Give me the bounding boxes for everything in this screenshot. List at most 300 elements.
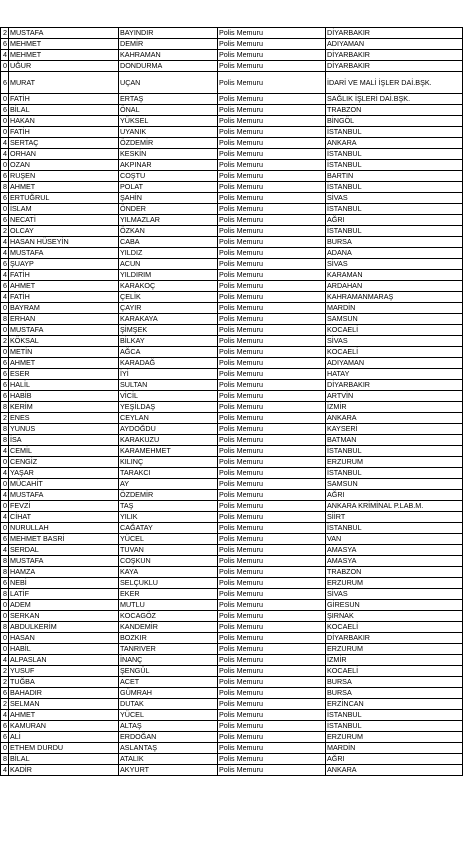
name-cell: KÖKSAL xyxy=(9,336,119,347)
surname-cell: TANRIVER xyxy=(119,644,218,655)
surname-cell: YÜKSEL xyxy=(119,116,218,127)
row-number-cell: 8 xyxy=(1,314,9,325)
surname-cell: UÇAN xyxy=(119,72,218,94)
unit-cell: BARTIN xyxy=(326,171,463,182)
unit-cell: BİNGÖL xyxy=(326,116,463,127)
title-cell: Polis Memuru xyxy=(218,105,326,116)
table-row xyxy=(1,633,463,644)
title-cell: Polis Memuru xyxy=(218,358,326,369)
table-row xyxy=(1,446,463,457)
row-number-cell: 6 xyxy=(1,193,9,204)
name-cell: FATİH xyxy=(9,94,119,105)
surname-cell: ÇELİK xyxy=(119,292,218,303)
surname-cell: ŞENGÜL xyxy=(119,666,218,677)
table-row xyxy=(1,688,463,699)
unit-cell: ADANA xyxy=(326,248,463,259)
surname-cell: BAYINDIR xyxy=(119,28,218,39)
name-cell: AHMET xyxy=(9,358,119,369)
surname-cell: AKYURT xyxy=(119,765,218,776)
name-cell: LATİF xyxy=(9,589,119,600)
unit-cell: AMASYA xyxy=(326,556,463,567)
table-row xyxy=(1,611,463,622)
row-number-cell: 4 xyxy=(1,138,9,149)
title-cell: Polis Memuru xyxy=(218,292,326,303)
unit-cell: ERZURUM xyxy=(326,644,463,655)
unit-cell: AMASYA xyxy=(326,545,463,556)
title-cell: Polis Memuru xyxy=(218,270,326,281)
row-number-cell: 0 xyxy=(1,160,9,171)
surname-cell: KILINÇ xyxy=(119,457,218,468)
table-row xyxy=(1,732,463,743)
name-cell: OZAN xyxy=(9,160,119,171)
title-cell: Polis Memuru xyxy=(218,314,326,325)
row-number-cell: 2 xyxy=(1,336,9,347)
table-row xyxy=(1,534,463,545)
row-number-cell: 4 xyxy=(1,545,9,556)
surname-cell: ÖNDER xyxy=(119,204,218,215)
title-cell: Polis Memuru xyxy=(218,534,326,545)
table-row xyxy=(1,204,463,215)
title-cell: Polis Memuru xyxy=(218,61,326,72)
row-number-cell: 4 xyxy=(1,468,9,479)
row-number-cell: 4 xyxy=(1,50,9,61)
unit-cell: SAĞLIK İŞLERİ DAİ.BŞK. xyxy=(326,94,463,105)
title-cell: Polis Memuru xyxy=(218,336,326,347)
unit-cell: MARDİN xyxy=(326,743,463,754)
table-row xyxy=(1,512,463,523)
name-cell: HASAN xyxy=(9,633,119,644)
surname-cell: MUTLU xyxy=(119,600,218,611)
title-cell: Polis Memuru xyxy=(218,237,326,248)
row-number-cell: 0 xyxy=(1,94,9,105)
table-row xyxy=(1,105,463,116)
row-number-cell: 6 xyxy=(1,259,9,270)
unit-cell: DİYARBAKIR xyxy=(326,633,463,644)
unit-cell: İZMİR xyxy=(326,655,463,666)
row-number-cell: 4 xyxy=(1,149,9,160)
title-cell: Polis Memuru xyxy=(218,215,326,226)
title-cell: Polis Memuru xyxy=(218,468,326,479)
unit-cell: ERZURUM xyxy=(326,732,463,743)
table-row xyxy=(1,193,463,204)
table-row xyxy=(1,743,463,754)
row-number-cell: 8 xyxy=(1,182,9,193)
row-number-cell: 6 xyxy=(1,391,9,402)
surname-cell: TARAKCI xyxy=(119,468,218,479)
name-cell: CENGİZ xyxy=(9,457,119,468)
title-cell: Polis Memuru xyxy=(218,72,326,94)
row-number-cell: 6 xyxy=(1,688,9,699)
title-cell: Polis Memuru xyxy=(218,600,326,611)
table-row xyxy=(1,677,463,688)
table-row xyxy=(1,699,463,710)
surname-cell: POLAT xyxy=(119,182,218,193)
table-row xyxy=(1,171,463,182)
title-cell: Polis Memuru xyxy=(218,281,326,292)
table-row xyxy=(1,248,463,259)
title-cell: Polis Memuru xyxy=(218,633,326,644)
table-row xyxy=(1,457,463,468)
title-cell: Polis Memuru xyxy=(218,94,326,105)
title-cell: Polis Memuru xyxy=(218,160,326,171)
row-number-cell: 2 xyxy=(1,413,9,424)
unit-cell: GİRESUN xyxy=(326,600,463,611)
row-number-cell: 4 xyxy=(1,710,9,721)
table-row xyxy=(1,226,463,237)
surname-cell: YILIK xyxy=(119,512,218,523)
title-cell: Polis Memuru xyxy=(218,721,326,732)
surname-cell: KARAMEHMET xyxy=(119,446,218,457)
surname-cell: TAŞ xyxy=(119,501,218,512)
surname-cell: ACUN xyxy=(119,259,218,270)
unit-cell: İSTANBUL xyxy=(326,226,463,237)
surname-cell: ÇAYIR xyxy=(119,303,218,314)
name-cell: HALİL xyxy=(9,380,119,391)
name-cell: ERHAN xyxy=(9,314,119,325)
surname-cell: TUVAN xyxy=(119,545,218,556)
title-cell: Polis Memuru xyxy=(218,666,326,677)
surname-cell: YEŞİLDAŞ xyxy=(119,402,218,413)
table-row xyxy=(1,468,463,479)
name-cell: FATİH xyxy=(9,270,119,281)
row-number-cell: 6 xyxy=(1,578,9,589)
name-cell: YAŞAR xyxy=(9,468,119,479)
title-cell: Polis Memuru xyxy=(218,490,326,501)
surname-cell: COŞKUN xyxy=(119,556,218,567)
row-number-cell: 0 xyxy=(1,303,9,314)
title-cell: Polis Memuru xyxy=(218,512,326,523)
row-number-cell: 0 xyxy=(1,600,9,611)
name-cell: KADİR xyxy=(9,765,119,776)
unit-cell: ANKARA xyxy=(326,138,463,149)
title-cell: Polis Memuru xyxy=(218,28,326,39)
surname-cell: SULTAN xyxy=(119,380,218,391)
unit-cell: VAN xyxy=(326,534,463,545)
table-row xyxy=(1,292,463,303)
name-cell: FATİH xyxy=(9,292,119,303)
surname-cell: ERTAŞ xyxy=(119,94,218,105)
table-row xyxy=(1,413,463,424)
unit-cell: SİVAS xyxy=(326,193,463,204)
title-cell: Polis Memuru xyxy=(218,611,326,622)
table-row xyxy=(1,325,463,336)
table-row xyxy=(1,710,463,721)
row-number-cell: 8 xyxy=(1,567,9,578)
table-row xyxy=(1,754,463,765)
table-row xyxy=(1,215,463,226)
table-row xyxy=(1,666,463,677)
table-row xyxy=(1,94,463,105)
name-cell: ALİ xyxy=(9,732,119,743)
title-cell: Polis Memuru xyxy=(218,369,326,380)
name-cell: SELMAN xyxy=(9,699,119,710)
table-row xyxy=(1,479,463,490)
surname-cell: ERDOĞAN xyxy=(119,732,218,743)
row-number-cell: 4 xyxy=(1,655,9,666)
surname-cell: İYİ xyxy=(119,369,218,380)
row-number-cell: 6 xyxy=(1,105,9,116)
name-cell: YUNUS xyxy=(9,424,119,435)
row-number-cell: 6 xyxy=(1,369,9,380)
surname-cell: DEMİR xyxy=(119,39,218,50)
title-cell: Polis Memuru xyxy=(218,479,326,490)
title-cell: Polis Memuru xyxy=(218,39,326,50)
row-number-cell: 4 xyxy=(1,270,9,281)
name-cell: MUSTAFA xyxy=(9,325,119,336)
row-number-cell: 0 xyxy=(1,523,9,534)
surname-cell: İNANÇ xyxy=(119,655,218,666)
title-cell: Polis Memuru xyxy=(218,435,326,446)
row-number-cell: 8 xyxy=(1,435,9,446)
title-cell: Polis Memuru xyxy=(218,50,326,61)
row-number-cell: 2 xyxy=(1,677,9,688)
unit-cell: SİVAS xyxy=(326,259,463,270)
title-cell: Polis Memuru xyxy=(218,380,326,391)
surname-cell: KARAKOÇ xyxy=(119,281,218,292)
table-row xyxy=(1,501,463,512)
unit-cell: İSTANBUL xyxy=(326,149,463,160)
unit-cell: ADIYAMAN xyxy=(326,39,463,50)
name-cell: ERTUĞRUL xyxy=(9,193,119,204)
name-cell: KERİM xyxy=(9,402,119,413)
name-cell: MUSTAFA xyxy=(9,556,119,567)
row-number-cell: 0 xyxy=(1,501,9,512)
row-number-cell: 6 xyxy=(1,534,9,545)
unit-cell: İSTANBUL xyxy=(326,710,463,721)
surname-cell: KARAKUZU xyxy=(119,435,218,446)
unit-cell: KOCAELİ xyxy=(326,347,463,358)
row-number-cell: 0 xyxy=(1,611,9,622)
name-cell: NECATİ xyxy=(9,215,119,226)
surname-cell: KESKİN xyxy=(119,149,218,160)
unit-cell: DİYARBAKIR xyxy=(326,50,463,61)
name-cell: HABİB xyxy=(9,391,119,402)
table-row xyxy=(1,314,463,325)
table-row xyxy=(1,138,463,149)
unit-cell: İSTANBUL xyxy=(326,160,463,171)
name-cell: MUSTAFA xyxy=(9,490,119,501)
table-row xyxy=(1,182,463,193)
row-number-cell: 0 xyxy=(1,644,9,655)
title-cell: Polis Memuru xyxy=(218,501,326,512)
surname-cell: KARAKAYA xyxy=(119,314,218,325)
surname-cell: ACET xyxy=(119,677,218,688)
name-cell: SERKAN xyxy=(9,611,119,622)
surname-cell: ŞİMŞEK xyxy=(119,325,218,336)
table-row xyxy=(1,281,463,292)
row-number-cell: 0 xyxy=(1,633,9,644)
table-row xyxy=(1,589,463,600)
title-cell: Polis Memuru xyxy=(218,391,326,402)
surname-cell: CAĞATAY xyxy=(119,523,218,534)
unit-cell: SİİRT xyxy=(326,512,463,523)
row-number-cell: 0 xyxy=(1,61,9,72)
unit-cell: KARAMAN xyxy=(326,270,463,281)
name-cell: TUĞBA xyxy=(9,677,119,688)
unit-cell: ŞIRNAK xyxy=(326,611,463,622)
surname-cell: KARADAĞ xyxy=(119,358,218,369)
title-cell: Polis Memuru xyxy=(218,182,326,193)
surname-cell: ÖZDEMİR xyxy=(119,138,218,149)
name-cell: BAYRAM xyxy=(9,303,119,314)
unit-cell: SİVAS xyxy=(326,589,463,600)
row-number-cell: 8 xyxy=(1,556,9,567)
name-cell: CİHAT xyxy=(9,512,119,523)
name-cell: ORHAN xyxy=(9,149,119,160)
title-cell: Polis Memuru xyxy=(218,754,326,765)
name-cell: HABİL xyxy=(9,644,119,655)
title-cell: Polis Memuru xyxy=(218,589,326,600)
name-cell: UĞUR xyxy=(9,61,119,72)
surname-cell: SELÇUKLU xyxy=(119,578,218,589)
table-row xyxy=(1,259,463,270)
name-cell: AHMET xyxy=(9,281,119,292)
surname-cell: YÜCEL xyxy=(119,710,218,721)
name-cell: ALPASLAN xyxy=(9,655,119,666)
unit-cell: BURSA xyxy=(326,677,463,688)
table-row xyxy=(1,237,463,248)
title-cell: Polis Memuru xyxy=(218,259,326,270)
title-cell: Polis Memuru xyxy=(218,545,326,556)
surname-cell: VİCİL xyxy=(119,391,218,402)
name-cell: BİLAL xyxy=(9,754,119,765)
row-number-cell: 8 xyxy=(1,424,9,435)
surname-cell: ATALIK xyxy=(119,754,218,765)
row-number-cell: 6 xyxy=(1,171,9,182)
unit-cell: İSTANBUL xyxy=(326,468,463,479)
name-cell: MEHMET xyxy=(9,39,119,50)
table-row xyxy=(1,622,463,633)
table-row xyxy=(1,424,463,435)
row-number-cell: 0 xyxy=(1,457,9,468)
row-number-cell: 0 xyxy=(1,347,9,358)
row-number-cell: 8 xyxy=(1,754,9,765)
name-cell: BAHADIR xyxy=(9,688,119,699)
title-cell: Polis Memuru xyxy=(218,127,326,138)
name-cell: ŞUAYP xyxy=(9,259,119,270)
table-row xyxy=(1,336,463,347)
row-number-cell: 6 xyxy=(1,281,9,292)
row-number-cell: 0 xyxy=(1,204,9,215)
title-cell: Polis Memuru xyxy=(218,622,326,633)
title-cell: Polis Memuru xyxy=(218,710,326,721)
surname-cell: ÖZDEMİR xyxy=(119,490,218,501)
title-cell: Polis Memuru xyxy=(218,743,326,754)
unit-cell: AĞRI xyxy=(326,754,463,765)
name-cell: İSLAM xyxy=(9,204,119,215)
title-cell: Polis Memuru xyxy=(218,578,326,589)
unit-cell: TRABZON xyxy=(326,567,463,578)
name-cell: NURULLAH xyxy=(9,523,119,534)
name-cell: ETHEM DURDU xyxy=(9,743,119,754)
surname-cell: KAYA xyxy=(119,567,218,578)
surname-cell: AYDOĞDU xyxy=(119,424,218,435)
title-cell: Polis Memuru xyxy=(218,677,326,688)
title-cell: Polis Memuru xyxy=(218,567,326,578)
surname-cell: YILDIZ xyxy=(119,248,218,259)
table-row xyxy=(1,765,463,776)
row-number-cell: 4 xyxy=(1,237,9,248)
surname-cell: ŞAHİN xyxy=(119,193,218,204)
unit-cell: TRABZON xyxy=(326,105,463,116)
table-row xyxy=(1,655,463,666)
title-cell: Polis Memuru xyxy=(218,644,326,655)
table-row xyxy=(1,61,463,72)
title-cell: Polis Memuru xyxy=(218,556,326,567)
row-number-cell: 0 xyxy=(1,325,9,336)
title-cell: Polis Memuru xyxy=(218,116,326,127)
row-number-cell: 0 xyxy=(1,127,9,138)
document-page xyxy=(0,27,462,776)
table-row xyxy=(1,149,463,160)
unit-cell: SİVAS xyxy=(326,336,463,347)
title-cell: Polis Memuru xyxy=(218,732,326,743)
name-cell: MÜCAHİT xyxy=(9,479,119,490)
name-cell: ADEM xyxy=(9,600,119,611)
unit-cell: HATAY xyxy=(326,369,463,380)
table-row xyxy=(1,303,463,314)
name-cell: FATİH xyxy=(9,127,119,138)
row-number-cell: 4 xyxy=(1,292,9,303)
personnel-table-body xyxy=(1,28,463,776)
title-cell: Polis Memuru xyxy=(218,171,326,182)
surname-cell: CEYLAN xyxy=(119,413,218,424)
row-number-cell: 2 xyxy=(1,28,9,39)
title-cell: Polis Memuru xyxy=(218,303,326,314)
surname-cell: KAHRAMAN xyxy=(119,50,218,61)
unit-cell: ARDAHAN xyxy=(326,281,463,292)
unit-cell: KOCAELİ xyxy=(326,622,463,633)
unit-cell: İSTANBUL xyxy=(326,182,463,193)
unit-cell: İSTANBUL xyxy=(326,446,463,457)
unit-cell: ERZURUM xyxy=(326,578,463,589)
surname-cell: ÖZKAN xyxy=(119,226,218,237)
surname-cell: UYANIK xyxy=(119,127,218,138)
table-row xyxy=(1,347,463,358)
table-row xyxy=(1,721,463,732)
table-row xyxy=(1,600,463,611)
surname-cell: YILDIRIM xyxy=(119,270,218,281)
table-row xyxy=(1,556,463,567)
table-row xyxy=(1,39,463,50)
name-cell: OLCAY xyxy=(9,226,119,237)
row-number-cell: 6 xyxy=(1,721,9,732)
title-cell: Polis Memuru xyxy=(218,226,326,237)
unit-cell: İSTANBUL xyxy=(326,523,463,534)
surname-cell: DUTAK xyxy=(119,699,218,710)
unit-cell: İSTANBUL xyxy=(326,127,463,138)
name-cell: METİN xyxy=(9,347,119,358)
surname-cell: CABA xyxy=(119,237,218,248)
unit-cell: SAMSUN xyxy=(326,314,463,325)
table-row xyxy=(1,116,463,127)
surname-cell: AKPINAR xyxy=(119,160,218,171)
row-number-cell: 4 xyxy=(1,248,9,259)
name-cell: AHMET xyxy=(9,710,119,721)
unit-cell: İZMİR xyxy=(326,402,463,413)
name-cell: NEBİ xyxy=(9,578,119,589)
surname-cell: ASLANTAŞ xyxy=(119,743,218,754)
table-row xyxy=(1,523,463,534)
name-cell: SERTAÇ xyxy=(9,138,119,149)
row-number-cell: 6 xyxy=(1,732,9,743)
title-cell: Polis Memuru xyxy=(218,765,326,776)
unit-cell: ERZİNCAN xyxy=(326,699,463,710)
unit-cell: BURSA xyxy=(326,688,463,699)
table-row xyxy=(1,127,463,138)
unit-cell: ADIYAMAN xyxy=(326,358,463,369)
unit-cell: ERZURUM xyxy=(326,457,463,468)
